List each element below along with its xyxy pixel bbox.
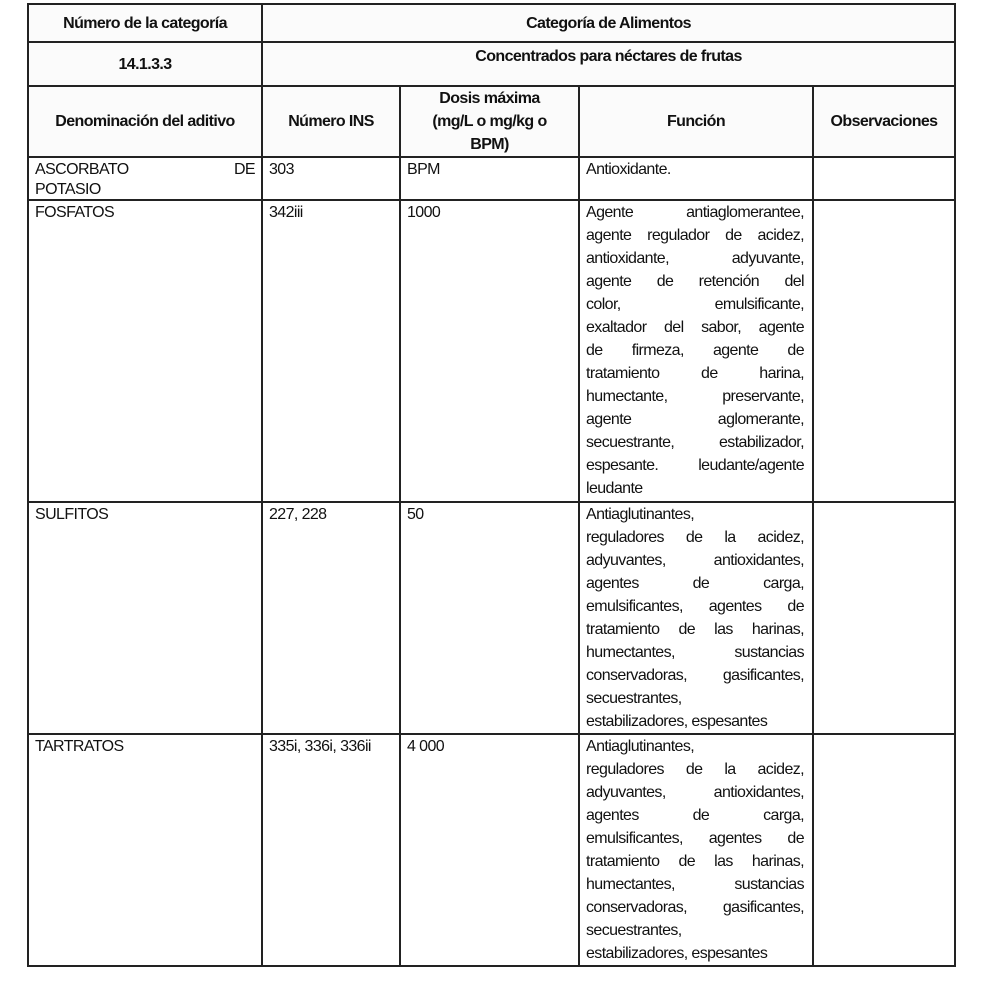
observations-cell bbox=[813, 200, 955, 502]
function-line: secuestrantes, bbox=[586, 922, 682, 939]
column-header-additive-name: Denominación del aditivo bbox=[28, 86, 262, 157]
category-value-row bbox=[28, 42, 955, 86]
function-line: emulsificantes, agentes de bbox=[586, 830, 804, 847]
max-dose-line-1: Dosis máxima bbox=[439, 90, 540, 107]
category-number: 14.1.3.3 bbox=[28, 42, 262, 86]
additive-name-line: POTASIO bbox=[35, 181, 101, 198]
function-cell bbox=[579, 157, 813, 200]
function-line: agentes de carga, bbox=[586, 807, 804, 824]
function-line: conservadoras, gasificantes, bbox=[586, 667, 804, 684]
function-line: estabilizadores, espesantes bbox=[586, 945, 768, 962]
max-dose-cell: 50 bbox=[400, 502, 579, 734]
function-cell bbox=[579, 734, 813, 966]
ins-number-cell: 227, 228 bbox=[262, 502, 400, 734]
max-dose-line-3: BPM) bbox=[470, 136, 509, 153]
category-number-label: Número de la categoría bbox=[28, 4, 262, 42]
function-line: adyuvantes, antioxidantes, bbox=[586, 784, 804, 801]
category-name: Concentrados para néctares de frutas bbox=[262, 42, 955, 86]
function-line: conservadoras, gasificantes, bbox=[586, 899, 804, 916]
additive-name-part: DE bbox=[233, 161, 255, 178]
additives-table bbox=[27, 3, 956, 967]
function-line: tratamiento de harina, bbox=[586, 365, 804, 382]
additive-name-cell: TARTRATOS bbox=[28, 734, 262, 966]
function-cell bbox=[579, 200, 813, 502]
observations-cell bbox=[813, 734, 955, 966]
function-line: secuestrante, estabilizador, bbox=[586, 434, 804, 451]
table-row bbox=[28, 734, 955, 966]
function-line: reguladores de la acidez, bbox=[586, 529, 804, 546]
additive-name-cell: FOSFATOS bbox=[28, 200, 262, 502]
column-header-max-dose bbox=[400, 86, 579, 157]
function-line: espesante. leudante/agente bbox=[586, 457, 804, 474]
function-line: agente aglomerante, bbox=[586, 411, 804, 428]
function-cell bbox=[579, 502, 813, 734]
function-line: de firmeza, agente de bbox=[586, 342, 804, 359]
function-line: humectantes, sustancias bbox=[586, 644, 804, 661]
function-line: agentes de carga, bbox=[586, 575, 804, 592]
additive-name-cell bbox=[28, 157, 262, 200]
ins-number-cell: 303 bbox=[262, 157, 400, 200]
table-row bbox=[28, 200, 955, 502]
observations-cell bbox=[813, 157, 955, 200]
additive-name-line bbox=[35, 158, 255, 181]
function-line: agente regulador de acidez, bbox=[586, 227, 804, 244]
function-line: Agente antiaglomerantee, bbox=[586, 204, 804, 221]
ins-number-cell: 342iii bbox=[262, 200, 400, 502]
function-line: agente de retención del bbox=[586, 273, 804, 290]
function-line: tratamiento de las harinas, bbox=[586, 853, 804, 870]
function-line: humectantes, sustancias bbox=[586, 876, 804, 893]
additive-name-cell: SULFITOS bbox=[28, 502, 262, 734]
max-dose-line-2: (mg/L o mg/kg o bbox=[432, 113, 547, 130]
function-line: color, emulsificante, bbox=[586, 296, 804, 313]
food-category-label: Categoría de Alimentos bbox=[262, 4, 955, 42]
column-header-row bbox=[28, 86, 955, 157]
observations-cell bbox=[813, 502, 955, 734]
function-line: adyuvantes, antioxidantes, bbox=[586, 552, 804, 569]
table-row bbox=[28, 157, 955, 200]
function-line: humectante, preservante, bbox=[586, 388, 804, 405]
column-header-observations: Observaciones bbox=[813, 86, 955, 157]
category-header-row bbox=[28, 4, 955, 42]
column-header-function: Función bbox=[579, 86, 813, 157]
table-row bbox=[28, 502, 955, 734]
function-line: antioxidante, adyuvante, bbox=[586, 250, 804, 267]
max-dose-cell: 1000 bbox=[400, 200, 579, 502]
function-line: emulsificantes, agentes de bbox=[586, 598, 804, 615]
function-line: reguladores de la acidez, bbox=[586, 761, 804, 778]
function-line: Antioxidante. bbox=[586, 161, 671, 178]
max-dose-cell: 4 000 bbox=[400, 734, 579, 966]
max-dose-cell: BPM bbox=[400, 157, 579, 200]
function-line: secuestrantes, bbox=[586, 690, 682, 707]
function-line: leudante bbox=[586, 480, 643, 497]
function-line: Antiaglutinantes, bbox=[586, 738, 695, 755]
additive-name-part: ASCORBATO bbox=[35, 161, 129, 178]
function-line: tratamiento de las harinas, bbox=[586, 621, 804, 638]
ins-number-cell: 335i, 336i, 336ii bbox=[262, 734, 400, 966]
function-line: estabilizadores, espesantes bbox=[586, 713, 768, 730]
function-line: Antiaglutinantes, bbox=[586, 506, 695, 523]
function-line: exaltador del sabor, agente bbox=[586, 319, 804, 336]
column-header-ins-number: Número INS bbox=[262, 86, 400, 157]
